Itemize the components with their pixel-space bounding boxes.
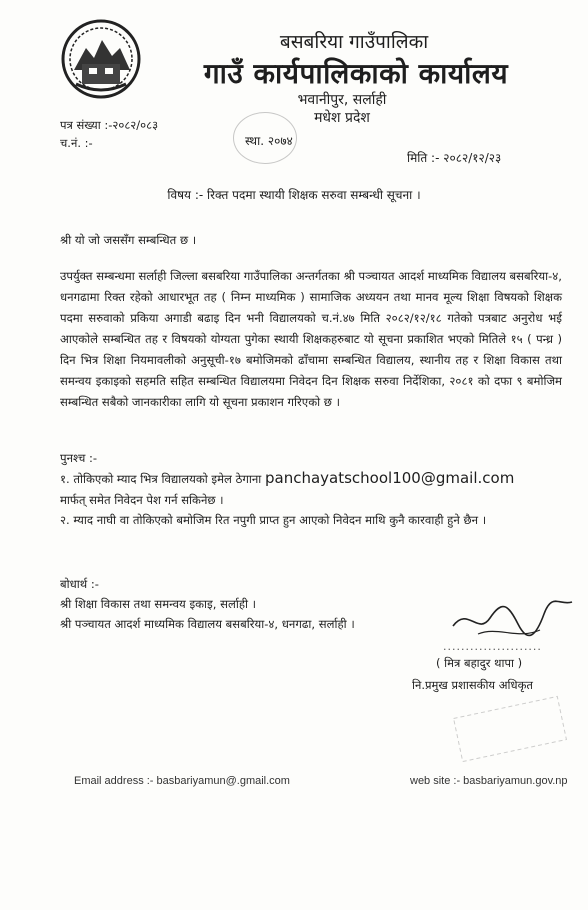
- cc-line-1: श्री शिक्षा विकास तथा समन्वय इकाइ, सर्लाही ।: [60, 597, 257, 611]
- signature-line: ......................: [443, 640, 542, 653]
- faded-stamp: [451, 694, 569, 764]
- salutation: श्री यो जो जससँग सम्बन्धित छ ।: [60, 233, 197, 247]
- established-year: स्था. २०७४: [245, 134, 293, 148]
- address-line-2: मधेश प्रदेश: [314, 110, 370, 126]
- body-paragraph: उपर्युक्त सम्बन्धमा सर्लाही जिल्ला बसबरिया गाउँपालिका अन्तर्गतका श्री पञ्चायत आदर्श माध्यमिक विद्यालय बसबरिया-४, धनगढामा रिक्त रहेको आधारभूत तह ( निम्न माध्यमिक ) सामाजिक अध्ययन तथा मानव मूल्य शिक्षा विषयको शिक्षक पदमा सरुवाको प्रकिया अगाडी बढाइ दिन भनी विद्यालयको च.नं.४७ मिति २०८२/१२/१८ गतेको पत्रबाट अनुरोध भई आएकोले सम्बन्धित तह र विषयको योग्यता पुगेका स्थायी शिक्षकहरुबाट यो सूचना प्रकाशित भएको मितिले १५ ( पन्ध्र ) दिन भित्र शिक्षा नियमावलीको अनुसूची-१७ बमोजिमको ढाँचामा सम्बन्धित विद्यालय, स्थानीय तह र शिक्षा विकास तथा समन्वय इकाइको सहमति सहित सम्बन्धित विद्यालयमा निवेदन दिन शिक्षक सरुवा निर्देशिका, २०८१ को दफा ९ बमोजिम सम्बन्धित सबैको जानकारीका लागि यो सूचना प्रकाशन गरिएको छ ।: [60, 269, 562, 409]
- signatory-title: नि.प्रमुख प्रशासकीय अधिकृत: [412, 678, 533, 692]
- postscript-item-1-suffix: मार्फत् समेत निवेदन पेश गर्न सकिनेछ ।: [60, 493, 224, 507]
- cc-line-2: श्री पञ्चायत आदर्श माध्यमिक विद्यालय बसबरिया-४, धनगढा, सर्लाही ।: [60, 617, 355, 631]
- cc-title: बोधार्थ :-: [60, 577, 99, 591]
- footer-email: Email address :- basbariyamun@.gmail.com: [74, 775, 290, 787]
- office-title: गाउँ कार्यपालिकाको कार्यालय: [203, 57, 509, 90]
- postscript-item-1: [60, 468, 562, 511]
- letter-date: मिति :- २०८२/१२/२३: [407, 151, 502, 165]
- org-name: बसबरिया गाउँपालिका: [279, 31, 429, 53]
- school-email-link[interactable]: panchayatschool100@gmail.com: [265, 469, 515, 487]
- letter-number: पत्र संख्या :-२०८२/०८३: [60, 118, 159, 132]
- subject-line: विषय :- रिक्त पदमा स्थायी शिक्षक सरुवा सम्बन्धी सूचना ।: [167, 188, 421, 202]
- postscript-item-1-prefix: १. तोकिएको म्याद भित्र विद्यालयको इमेल ठेगाना: [60, 472, 265, 486]
- signatory-name: ( मित्र बहादुर थापा ): [436, 656, 523, 670]
- postscript-title: पुनश्च :-: [60, 451, 98, 465]
- address-line-1: भवानीपुर, सर्लाही: [297, 92, 387, 108]
- footer-website: web site :- basbariyamun.gov.np: [410, 775, 568, 787]
- dispatch-number: च.नं. :-: [60, 136, 93, 150]
- postscript-item-2: २. म्याद नाघी वा तोकिएको बमोजिम रित नपुगी प्राप्त हुन आएको निवेदन माथि कुनै कारवाही हुने छैन ।: [60, 513, 487, 527]
